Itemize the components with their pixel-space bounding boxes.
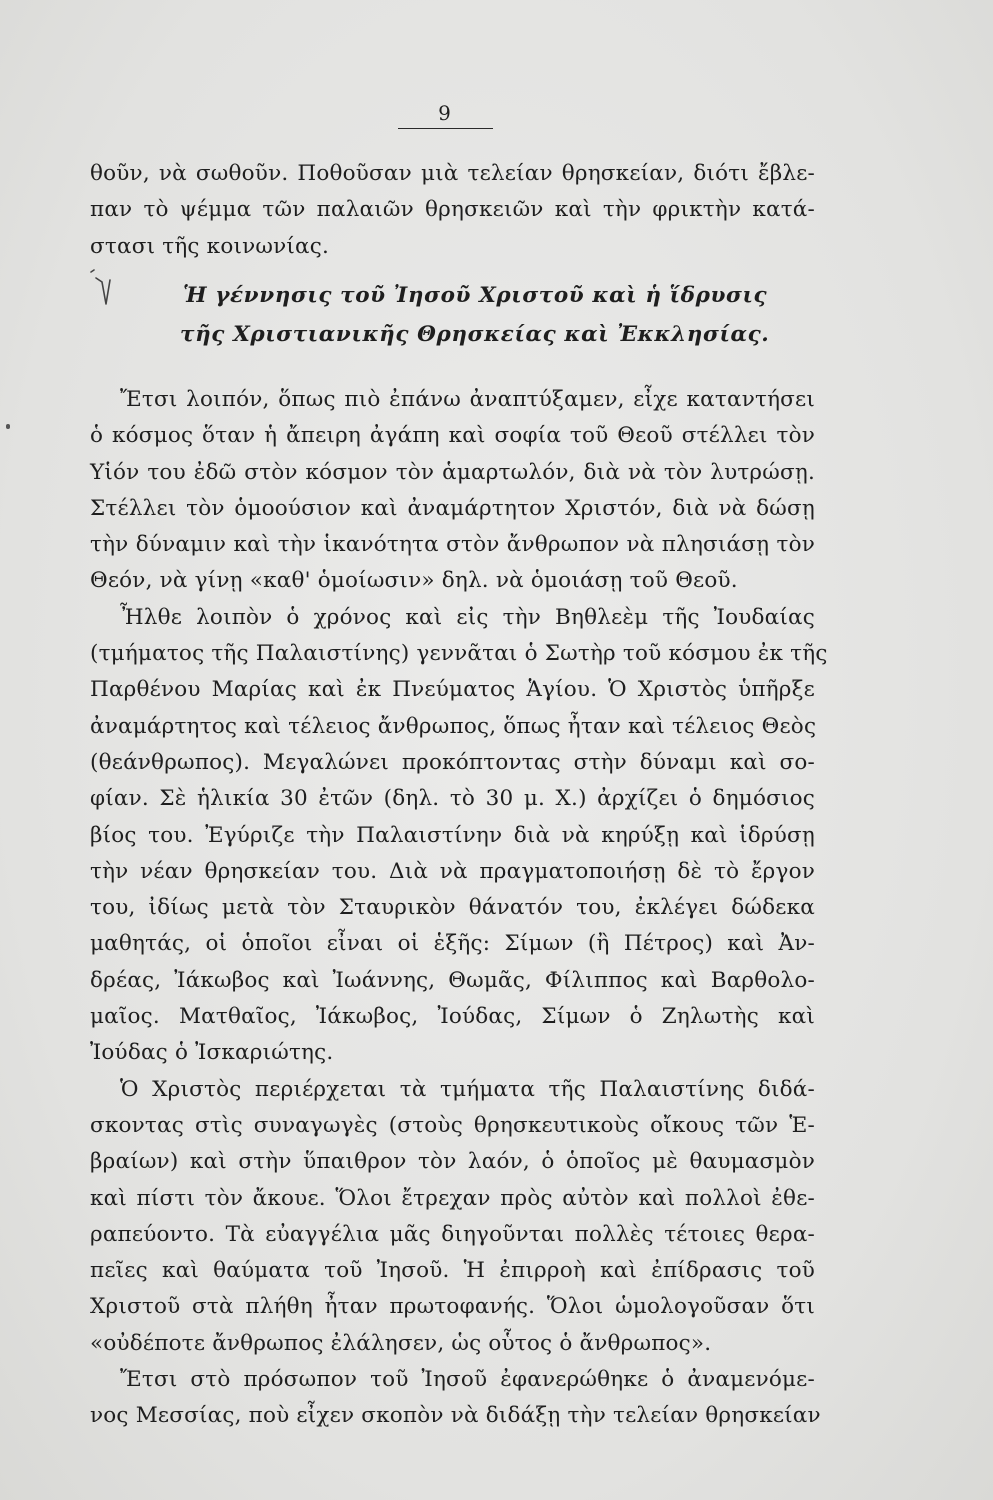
text-line: Στέλλει τὸν ὁμοούσιον καὶ ἀναμάρτητον Χριστόν, διὰ νὰ δώσῃ (90, 495, 815, 521)
text-line: δρέας, Ἰάκωβος καὶ Ἰωάννης, Θωμᾶς, Φίλιππος καὶ Βαρθολο- (90, 967, 815, 993)
text-line: (τμήματος τῆς Παλαιστίνης) γεννᾶται ὁ Σωτὴρ τοῦ κόσμου ἐκ τῆς (90, 641, 828, 667)
text-line: Ἔτσι λοιπόν, ὅπως πιὸ ἐπάνω ἀναπτύξαμεν, εἶχε καταντήσει (120, 387, 815, 412)
text-line: φίαν. Σὲ ἡλικία 30 ἐτῶν (δηλ. τὸ 30 μ. Χ.) ἀρχίζει ὁ δημόσιος (90, 786, 815, 812)
text-line: βίος του. Ἐγύριζε τὴν Παλαιστίνην διὰ νὰ κηρύξῃ καὶ ἱδρύσῃ (90, 822, 815, 848)
text-line: Ἦλθε λοιπὸν ὁ χρόνος καὶ εἰς τὴν Βηθλεὲμ τῆς Ἰουδαίας (120, 604, 815, 630)
paragraph-continuation (90, 156, 815, 265)
page-number: 9 (438, 101, 452, 125)
text-line: πεῖες καὶ θαύματα τοῦ Ἰησοῦ. Ἡ ἐπιρροὴ καὶ ἐπίδρασις τοῦ (90, 1258, 815, 1284)
text-line: καὶ πίστι τὸν ἄκουε. Ὅλοι ἔτρεχαν πρὸς αὐτὸν καὶ πολλοὶ ἐθε- (90, 1185, 815, 1211)
text-line: τὴν νέαν θρησκείαν του. Διὰ νὰ πραγματοποιήσῃ δὲ τὸ ἔργον (90, 858, 815, 884)
section-body (90, 382, 828, 1435)
text-line: τὴν δύναμιν καὶ τὴν ἱκανότητα στὸν ἄνθρωπον νὰ πλησιάσῃ τὸν (90, 532, 815, 558)
text-line: Παρθένου Μαρίας καὶ ἐκ Πνεύματος Ἁγίου. Ὁ Χριστὸς ὑπῆρξε (90, 677, 815, 703)
text-line: Ἔτσι στὸ πρόσωπον τοῦ Ἰησοῦ ἐφανερώθηκε ὁ ἀναμενόμε- (120, 1367, 815, 1393)
text-line: μαθητάς, οἱ ὁποῖοι εἶναι οἱ ἑξῆς: Σίμων (ἢ Πέτρος) καὶ Ἀν- (90, 931, 815, 957)
text-line: Χριστοῦ στὰ πλήθη ἦταν πρωτοφανής. Ὅλοι ὡμολογοῦσαν ὅτι (90, 1294, 815, 1320)
text-line: του, ἰδίως μετὰ τὸν Σταυρικὸν θάνατόν του, ἐκλέγει δώδεκα (90, 895, 815, 921)
text-line: μαῖος. Ματθαῖος, Ἰάκωβος, Ἰούδας, Σίμων ὁ Ζηλωτὴς καὶ (90, 1004, 815, 1030)
text-line: παν τὸ ψέμμα τῶν παλαιῶν θρησκειῶν καὶ τὴν φρικτὴν κατά- (90, 197, 815, 223)
text-line: στασι τῆς κοινωνίας. (90, 233, 329, 259)
text-line: ἀναμάρτητος καὶ τέλειος ἄνθρωπος, ὅπως ἦταν καὶ τέλειος Θεὸς (90, 713, 817, 739)
text-line: Θεόν, νὰ γίνῃ «καθ' ὁμοίωσιν» δηλ. νὰ ὁμοιάσῃ τοῦ Θεοῦ. (90, 568, 738, 594)
text-line: σκοντας στὶς συναγωγὲς (στοὺς θρησκευτικοὺς οἴκους τῶν Ἑ- (90, 1112, 815, 1138)
text-line: θοῦν, νὰ σωθοῦν. Ποθοῦσαν μιὰ τελείαν θρησκείαν, διότι ἔβλε- (90, 161, 815, 186)
text-line: νος Μεσσίας, ποὺ εἶχεν σκοπὸν νὰ διδάξῃ τὴν τελείαν θρησκείαν (90, 1403, 821, 1429)
text-line: ὁ κόσμος ὅταν ἡ ἄπειρη ἀγάπη καὶ σοφία τοῦ Θεοῦ στέλλει τὸν (90, 423, 815, 449)
text-line: Ἰούδας ὁ Ἰσκαριώτης. (90, 1040, 334, 1066)
page-number-rule (398, 128, 493, 129)
section-heading-line-2: τῆς Χριστιανικῆς Θρησκείας καὶ Ἐκκλησίας. (180, 322, 770, 347)
text-line: Υἱόν του ἐδῶ στὸν κόσμον τὸν ἁμαρτωλόν, διὰ νὰ τὸν λυτρώσῃ. (90, 459, 815, 485)
text-line: βραίων) καὶ στὴν ὕπαιθρον τὸν λαόν, ὁ ὁποῖος μὲ θαυμασμὸν (90, 1149, 815, 1175)
section-heading-line-1: Ἡ γέννησις τοῦ Ἰησοῦ Χριστοῦ καὶ ἡ ἵδρυσις (183, 283, 768, 308)
text-line: «οὐδέποτε ἄνθρωπος ἐλάλησεν, ὡς οὗτος ὁ ἄνθρωπος». (90, 1330, 712, 1356)
margin-speck (6, 424, 10, 429)
margin-checkmark-icon (88, 268, 114, 308)
text-line: Ὁ Χριστὸς περιέρχεται τὰ τμήματα τῆς Παλαιστίνης διδά- (120, 1076, 815, 1102)
text-line: (θεάνθρωπος). Μεγαλώνει προκόπτοντας στὴν δύναμι καὶ σο- (90, 749, 815, 775)
text-line: ραπεύοντο. Τὰ εὐαγγέλια μᾶς διηγοῦνται πολλὲς τέτοιες θερα- (90, 1221, 815, 1247)
